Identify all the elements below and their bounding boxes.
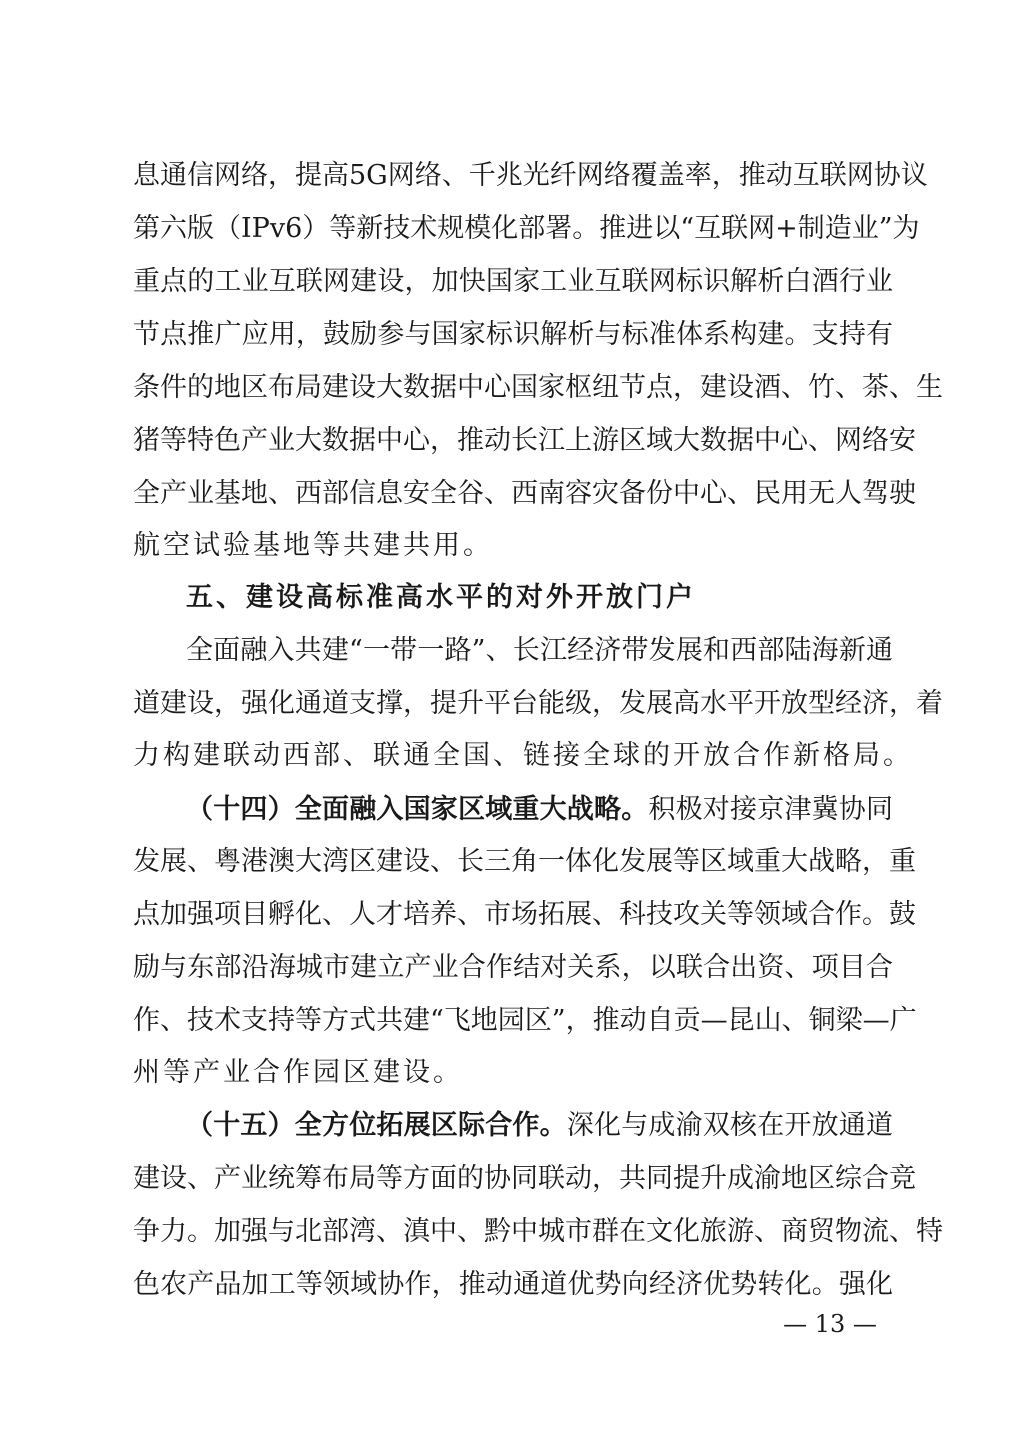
body-line: 重点的工业互联网建设，加快国家工业互联网标识解析白酒行业 <box>133 266 893 297</box>
body-line: 节点推广应用，鼓励参与国家标识解析与标准体系构建。支持有 <box>133 319 893 350</box>
item-14-first-line <box>186 790 893 830</box>
body-line: 发展、粤港澳大湾区建设、长三角一体化发展等区域重大战略，重 <box>133 846 916 877</box>
item-14-title: （十四）全面融入国家区域重大战略。 <box>186 794 649 825</box>
item-15-title: （十五）全方位拓展区际合作。 <box>186 1110 567 1141</box>
body-line: 猪等特色产业大数据中心，推动长江上游区域大数据中心、网络安 <box>133 425 916 456</box>
body-line: 条件的地区布局建设大数据中心国家枢纽节点，建设酒、竹、茶、生 <box>133 372 943 403</box>
body-line: 州等产业合作园区建设。 <box>133 1057 463 1088</box>
item-14-text: 积极对接京津冀协同 <box>648 794 894 825</box>
body-line: 点加强项目孵化、人才培养、市场拓展、科技攻关等领域合作。鼓 <box>133 899 916 930</box>
body-line: 争力。加强与北部湾、滇中、黔中城市群在文化旅游、商贸物流、特 <box>133 1216 943 1247</box>
body-line: 色农产品加工等领域协作，推动通道优势向经济优势转化。强化 <box>133 1269 893 1300</box>
body-line: 建设、产业统筹布局等方面的协同联动，共同提升成渝地区综合竞 <box>133 1163 916 1194</box>
body-line: 全面融入共建“一带一路”、长江经济带发展和西部陆海新通 <box>186 635 893 666</box>
body-line: 息通信网络，提高5G网络、千兆光纤网络覆盖率，推动互联网协议 <box>133 160 928 191</box>
body-line: 道建设，强化通道支撑，提升平台能级，发展高水平开放型经济，着 <box>133 688 943 719</box>
body-line: 作、技术支持等方式共建“飞地园区”，推动自贡—昆山、铜梁—广 <box>133 1005 917 1036</box>
body-line: 全产业基地、西部信息安全谷、西南容灾备份中心、民用无人驾驶 <box>133 478 916 509</box>
body-line: 励与东部沿海城市建立产业合作结对关系，以联合出资、项目合 <box>133 952 893 983</box>
body-line: 第六版（IPv6）等新技术规模化部署。推进以“互联网+制造业”为 <box>133 213 920 244</box>
item-15-text: 深化与成渝双核在开放通道 <box>566 1110 894 1141</box>
body-line: 力构建联动西部、联通全国、链接全球的开放合作新格局。 <box>133 740 913 771</box>
page-number: — 13 — <box>783 1310 877 1338</box>
item-15-first-line <box>186 1106 893 1146</box>
section-heading: 五、建设高标准高水平的对外开放门户 <box>186 582 696 613</box>
body-line: 航空试验基地等共建共用。 <box>133 530 493 561</box>
